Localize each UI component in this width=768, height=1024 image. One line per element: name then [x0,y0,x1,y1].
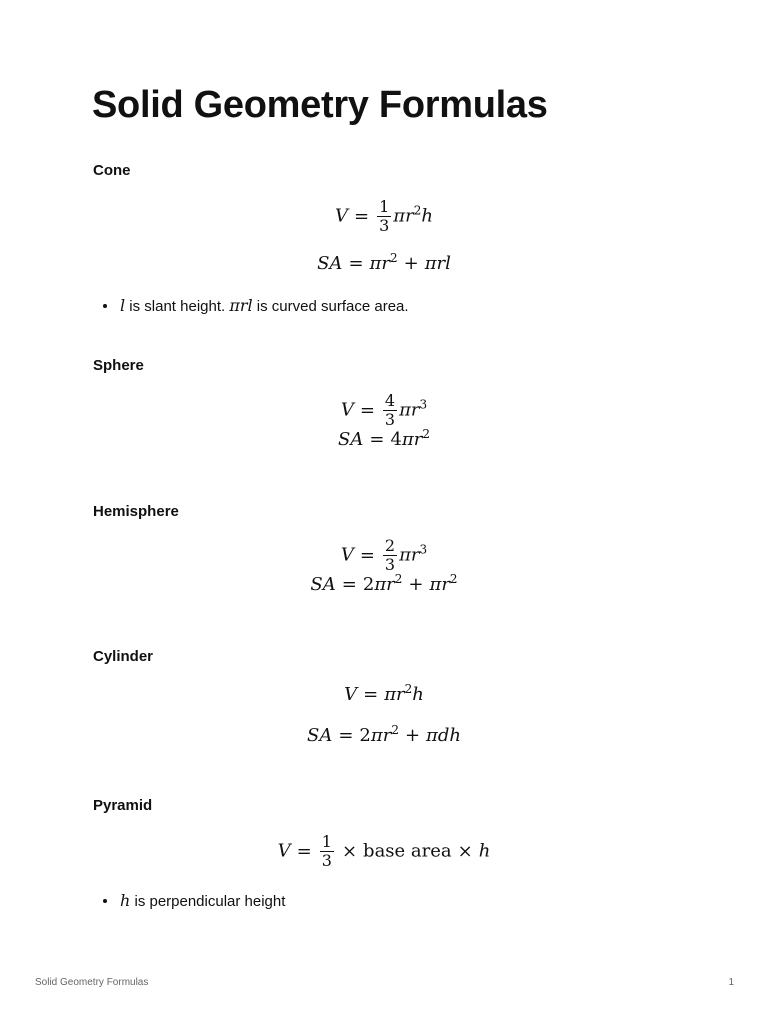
page-title: Solid Geometry Formulas [92,84,548,126]
cylinder-surface-area-formula: SA = $2\pi r^2 + \pi dh$ [306,723,461,746]
cone-volume-formula: V = $\frac{1}{3}$ $\pi r^2h$ [335,197,433,235]
section-heading-pyramid: Pyramid [93,797,153,814]
section-heading-cone: Cone [93,162,131,179]
footer-page-number: 1 [728,977,734,988]
sphere-volume-formula: V = $\frac{4}{3}$ $\pi r^3$ [340,391,428,429]
sphere-surface-area-formula: SA = $4\pi r^2$ [338,427,430,450]
pyramid-volume-formula: V = $\frac{1}{3}$ × base area × h [277,832,491,870]
section-heading-sphere: Sphere [93,357,144,374]
cone-surface-area-formula: SA = $\pi r^2 + \pi rl$ [317,251,451,274]
cylinder-volume-formula: $V = \pi r^2h$ [344,682,424,705]
section-heading-hemisphere: Hemisphere [93,503,179,520]
section-heading-cylinder: Cylinder [93,648,154,665]
footer-document-title: Solid Geometry Formulas [35,977,149,988]
cone-note: l is slant height. πrl is curved surface area. [120,296,409,315]
hemisphere-surface-area-formula: SA = $2\pi r^2 + \pi r^2$ [310,572,458,595]
pyramid-note: h is perpendicular height [120,891,286,910]
hemisphere-volume-formula: V = $\frac{2}{3}$ $\pi r^3$ [340,536,428,574]
